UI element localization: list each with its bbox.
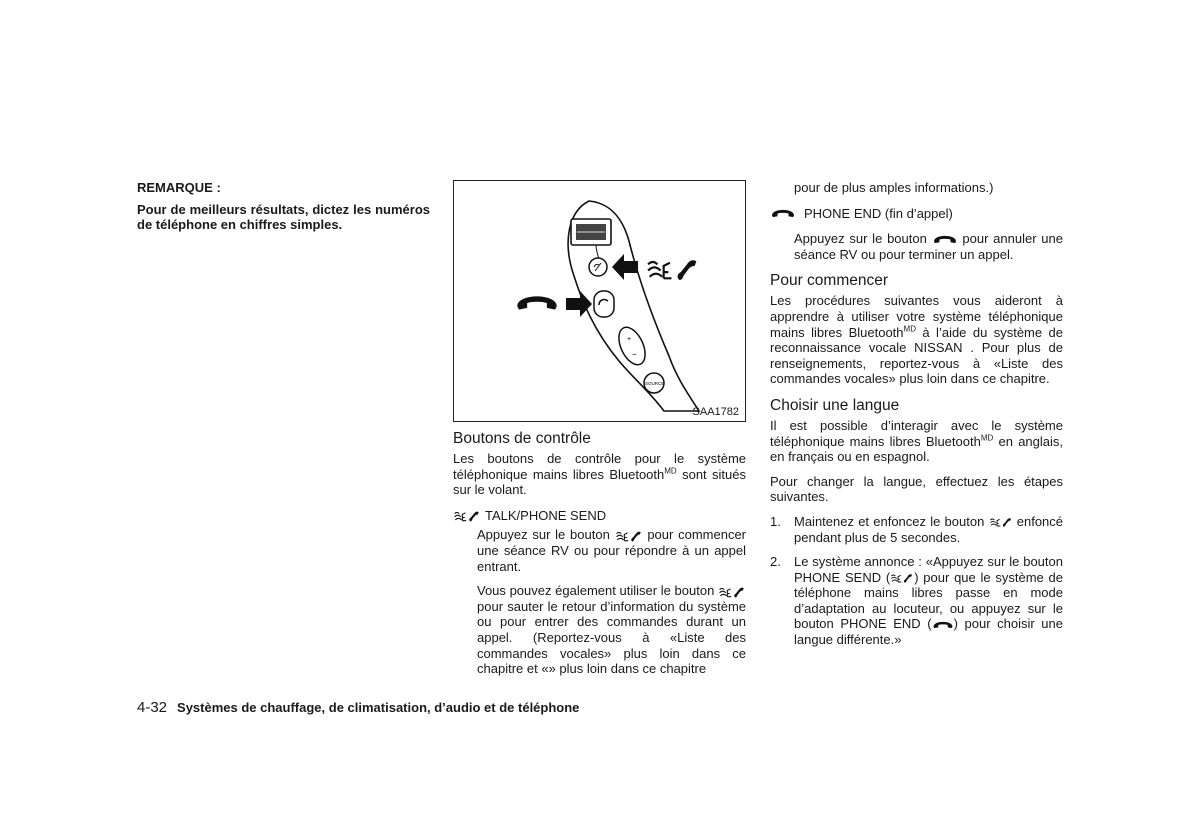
talk-icon-inline-2 <box>718 585 746 599</box>
continuation-text: pour de plus amples informations.) <box>794 180 994 195</box>
step-2-text <box>794 554 1063 648</box>
steering-controls-figure <box>453 180 746 422</box>
language-paragraph-2: Pour changer la langue, effectuez les étapes suivantes. <box>770 473 1063 505</box>
steering-wheel-illustration <box>454 181 745 421</box>
talk-paragraph-1 <box>477 527 746 574</box>
figure-label: SAA1782 <box>692 406 739 418</box>
lang-p1-b: en anglais, en français ou en espagnol. <box>770 433 1064 465</box>
step-1-number: 1. <box>770 513 781 529</box>
page-number: 4-32 <box>137 699 168 716</box>
phone-end-desc <box>794 231 1063 262</box>
start-p-b: à l’aide du système de reconnaissance vocale NISSAN . Pour plus de renseignements, reportez-vous à «Liste des commandes vocales» plus loin dans ce chapitre. <box>770 324 1064 387</box>
svg-text:SOURCE: SOURCE <box>645 381 665 386</box>
step2-c: ) pour choisir une langue différente.» <box>794 616 1063 648</box>
step-1-text <box>794 514 1063 545</box>
end-icon-large <box>517 296 556 309</box>
end-p-b: pour annuler une séance RV ou pour terminer un appel. <box>794 231 1063 262</box>
lang-sup: MD <box>980 433 994 443</box>
end-button-graphic <box>594 291 614 317</box>
phone-end-icon <box>770 208 796 219</box>
talk-p2-b: pour sauter le retour d’information du système ou pour entrer des commandes durant un appel. (Reportez-vous à «Liste des commandes vocales» plus loin dans ce chapitre et «» plus loin dans ce chapitre <box>477 598 746 677</box>
talk-icon-step1 <box>989 515 1013 529</box>
control-buttons-section <box>453 430 746 677</box>
talk-phone-send-desc <box>477 527 746 676</box>
talk-p2-a: Vous pouvez également utiliser le bouton <box>477 583 718 599</box>
phone-end-label-row <box>770 206 1063 222</box>
svg-text:+: + <box>627 336 632 343</box>
talk-p1-b: pour commencer une séance RV ou pour répondre à un appel entrant. <box>477 527 746 574</box>
phone-end-label: PHONE END (fin d’appel) <box>804 205 953 221</box>
talk-phone-send-label: TALK/PHONE SEND <box>485 507 607 523</box>
note-heading: REMARQUE : <box>137 180 221 195</box>
end-p-a: Appuyez sur le bouton <box>794 231 932 247</box>
note-body: Pour de meilleurs résultats, dictez les numéros de téléphone en chiffres simples. <box>137 201 430 233</box>
talk-icon-step2 <box>890 571 914 585</box>
page-footer <box>137 699 579 716</box>
end-icon-step2 <box>932 620 954 630</box>
talk-phone-send-label-row <box>453 508 746 524</box>
section-heading-control-buttons: Boutons de contrôle <box>453 430 591 447</box>
list-item <box>770 554 1063 648</box>
start-sup: MD <box>903 324 916 334</box>
talk-phone-send-icon <box>453 509 481 523</box>
end-icon-inline <box>932 234 958 245</box>
language-paragraph-1 <box>770 418 1063 465</box>
step1-a: Maintenez et enfoncez le bouton <box>794 513 989 529</box>
chapter-title: Systèmes de chauffage, de climatisation, d’audio et de téléphone <box>177 700 580 715</box>
step1-b: enfoncé pendant plus de 5 secondes. <box>794 513 1064 545</box>
lang-p1-a: Il est possible d’interagir avec le système téléphonique mains libres Bluetooth <box>770 417 1063 449</box>
step2-a: Le système annonce : «Appuyez sur le bouton PHONE SEND ( <box>794 554 1063 585</box>
talk-icon-large <box>648 260 696 280</box>
intro-text-b: sont situés sur le volant. <box>453 466 746 498</box>
step2-b: ) pour que le système de téléphone mains libres passe en mode d’adaptation au locuteur, ou appuyez sur le bouton PHONE END ( <box>794 569 1064 632</box>
list-item <box>770 514 1063 545</box>
step-2-number: 2. <box>770 554 781 570</box>
start-p-a: Les procédures suivantes vous aideront à apprendre à utiliser votre système téléphonique mains libres Bluetooth <box>770 293 1063 340</box>
getting-started-paragraph <box>770 293 1063 387</box>
talk-paragraph-2 <box>477 583 746 677</box>
talk-p1-a: Appuyez sur le bouton <box>477 527 615 543</box>
svg-text:−: − <box>632 350 637 359</box>
note-block <box>137 180 430 233</box>
control-buttons-intro <box>453 451 746 498</box>
section-heading-choose-language: Choisir une langue <box>770 396 900 414</box>
intro-text-a: Les boutons de contrôle pour le système téléphonique mains libres Bluetooth <box>453 451 746 482</box>
talk-icon-inline <box>615 529 643 543</box>
right-column <box>770 180 1063 648</box>
section-heading-getting-started: Pour commencer <box>770 272 889 290</box>
intro-sup: MD <box>664 466 677 476</box>
